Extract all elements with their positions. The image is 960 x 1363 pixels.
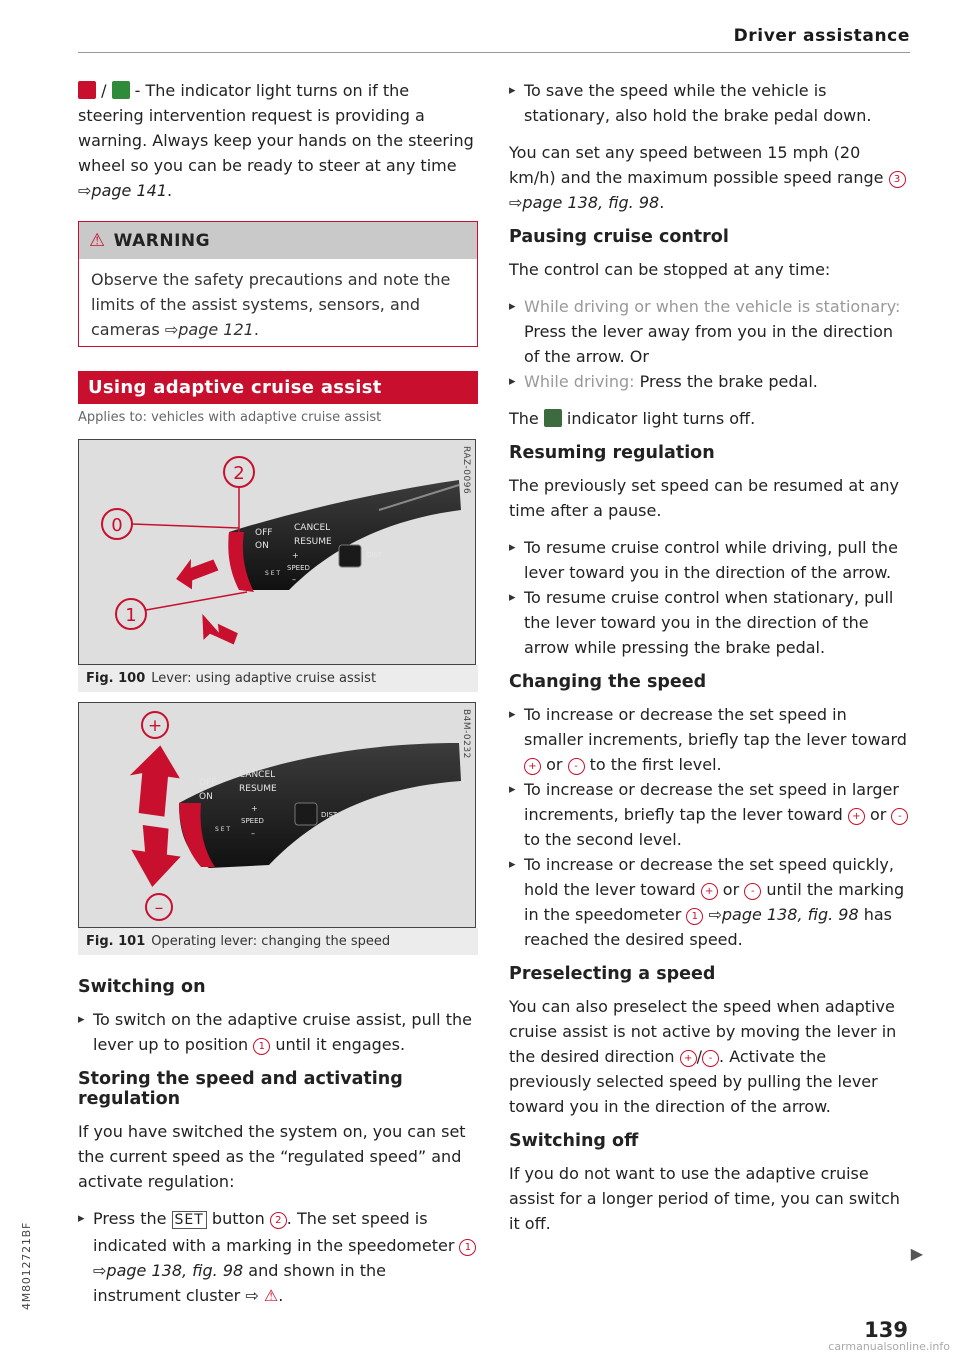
warning-triangle-icon: ⚠ bbox=[89, 230, 106, 251]
minus-symbol: - bbox=[891, 808, 908, 825]
switching-on-step: ▸ To switch on the adaptive cruise assist, pull the lever up to position 1 until it engages. bbox=[78, 1007, 478, 1057]
resuming-text: The previously set speed can be resumed at any time after a pause. bbox=[509, 476, 899, 520]
watermark: carmanualsonline.info bbox=[828, 1340, 950, 1353]
section-title: Using adaptive cruise assist bbox=[78, 371, 478, 404]
page-reference[interactable]: ⇨page 138, fig. 98 bbox=[93, 1261, 244, 1280]
lever-on-label: ON bbox=[199, 792, 213, 802]
pausing-heading: Pausing cruise control bbox=[509, 227, 729, 247]
warning-header: ⚠ WARNING bbox=[79, 222, 477, 259]
lever-dist-label: DIST bbox=[366, 551, 383, 559]
callout-1: 1 bbox=[125, 605, 137, 626]
right-column bbox=[509, 78, 909, 1248]
page-reference[interactable]: ⇨page 121 bbox=[164, 320, 254, 339]
lever-speed-illustration bbox=[79, 703, 475, 927]
steering-warning-red-icon bbox=[78, 81, 96, 99]
plus-symbol: + bbox=[524, 758, 541, 775]
storing-step: ▸ Press the SET button 2 . The set speed is indicated with a marking in the speedometer 1 ⇨page 138, fig. 98 and shown in the instrument cluster ⇨ ⚠. bbox=[78, 1206, 478, 1308]
plus-symbol: + bbox=[680, 1050, 697, 1067]
figure-100-caption: Fig. 100 Lever: using adaptive cruise assist bbox=[78, 665, 478, 692]
continue-arrow-icon: ▶ bbox=[910, 1244, 923, 1263]
resuming-heading: Resuming regulation bbox=[509, 443, 715, 463]
callout-plus: + bbox=[147, 716, 163, 736]
lever-illustration bbox=[79, 440, 475, 664]
minus-symbol: - bbox=[568, 758, 585, 775]
minus-symbol: - bbox=[744, 883, 761, 900]
callout-1: 1 bbox=[459, 1239, 476, 1256]
indicator-paragraph: / - The indicator light turns on if the steering intervention request is providing a warning. Always keep your hands on the steering wheel so you can be ready to steer at any time ⇨page 141. bbox=[78, 81, 474, 200]
lever-off-label: OFF bbox=[255, 528, 273, 538]
header-title: Driver assistance bbox=[733, 26, 910, 46]
lever-set-label: S E T bbox=[215, 826, 231, 833]
callout-3: 3 bbox=[889, 171, 906, 188]
figure-id: RAZ-0096 bbox=[461, 446, 471, 495]
resuming-step-1: ▸ To resume cruise control while driving, pull the lever toward you in the direction of the arrow. bbox=[509, 535, 909, 585]
pausing-step-2: ▸ While driving: Press the brake pedal. bbox=[509, 369, 909, 394]
changing-step-3: ▸ To increase or decrease the set speed quickly, hold the lever toward + or - until the marking in the speedometer 1 ⇨page 138, fig. 98 has reached the desired speed. bbox=[509, 852, 909, 952]
figure-101 bbox=[78, 702, 476, 928]
warning-box bbox=[78, 221, 478, 347]
set-key: SET bbox=[172, 1211, 207, 1229]
lever-plus-label: + bbox=[292, 551, 299, 560]
lever-plus-label: + bbox=[251, 804, 258, 813]
lever-on-label: ON bbox=[255, 541, 269, 551]
figure-id: B4M-0232 bbox=[461, 709, 471, 759]
save-speed-step: ▸ To save the speed while the vehicle is stationary, also hold the brake pedal down. bbox=[509, 78, 909, 128]
lever-dist-label: DIST bbox=[321, 811, 338, 819]
cruise-indicator-icon bbox=[544, 409, 562, 427]
lever-cancel-label: CANCEL bbox=[294, 523, 331, 533]
set-range-text: You can set any speed between 15 mph (20 km/h) and the maximum possible speed range 3 ⇨page 138, fig. 98. bbox=[509, 140, 909, 215]
changing-heading: Changing the speed bbox=[509, 672, 707, 692]
callout-minus: – bbox=[154, 898, 164, 918]
warning-triangle-icon: ⚠ bbox=[263, 1286, 279, 1305]
lever-resume-label: RESUME bbox=[294, 537, 332, 547]
changing-step-1: ▸ To increase or decrease the set speed in smaller increments, briefly tap the lever toward + or - to the first level. bbox=[509, 702, 909, 777]
changing-step-2: ▸ To increase or decrease the set speed in larger increments, briefly tap the lever toward + or - to the second level. bbox=[509, 777, 909, 852]
lever-cancel-label: CANCEL bbox=[239, 770, 276, 780]
switching-on-heading: Switching on bbox=[78, 977, 206, 997]
left-column bbox=[78, 78, 478, 1308]
lever-set-label: S E T bbox=[265, 570, 281, 577]
plus-symbol: + bbox=[701, 883, 718, 900]
warning-text: Observe the safety precautions and note the limits of the assist systems, sensors, and cameras ⇨page 121. bbox=[91, 270, 451, 339]
lever-minus-label: – bbox=[292, 575, 296, 584]
page-number: 139 bbox=[864, 1318, 908, 1342]
switching-off-text: If you do not want to use the adaptive cruise assist for a longer period of time, you can switch it off. bbox=[509, 1164, 900, 1233]
lever-minus-label: – bbox=[251, 829, 255, 838]
plus-symbol: + bbox=[848, 808, 865, 825]
document-code: 4M8012721BF bbox=[20, 1221, 33, 1310]
storing-text: If you have switched the system on, you can set the current speed as the “regulated speed” and activate regulation: bbox=[78, 1122, 466, 1191]
page-reference[interactable]: ⇨page 141 bbox=[78, 181, 167, 200]
lever-speed-label: SPEED bbox=[241, 817, 264, 825]
callout-1: 1 bbox=[253, 1038, 270, 1055]
callout-0: 0 bbox=[111, 515, 123, 536]
lever-resume-label: RESUME bbox=[239, 784, 277, 794]
pausing-text: The control can be stopped at any time: bbox=[509, 260, 831, 279]
preselecting-text: You can also preselect the speed when adaptive cruise assist is not active by moving the lever in the desired direction + / - . Activate the previously selected speed by pulling the lever toward you in the direction of the arrow. bbox=[509, 997, 897, 1116]
switching-off-heading: Switching off bbox=[509, 1131, 639, 1151]
resuming-step-2: ▸ To resume cruise control when stationary, pull the lever toward you in the direction of the arrow while pressing the brake pedal. bbox=[509, 585, 909, 660]
callout-2: 2 bbox=[233, 463, 245, 484]
pausing-step-1: ▸ While driving or when the vehicle is stationary: Press the lever away from you in the direction of the arrow. Or bbox=[509, 294, 909, 369]
storing-heading: Storing the speed and activating regulation bbox=[78, 1069, 403, 1109]
page-header bbox=[78, 0, 910, 53]
page-reference[interactable]: ⇨page 138, fig. 98 bbox=[509, 193, 660, 212]
applies-to-note: Applies to: vehicles with adaptive cruise assist bbox=[78, 410, 382, 425]
figure-100 bbox=[78, 439, 476, 665]
callout-1: 1 bbox=[686, 908, 703, 925]
minus-symbol: - bbox=[702, 1050, 719, 1067]
lever-off-label: OFF bbox=[199, 778, 217, 788]
preselecting-heading: Preselecting a speed bbox=[509, 964, 716, 984]
lever-speed-label: SPEED bbox=[287, 564, 310, 572]
steering-warning-green-icon bbox=[112, 81, 130, 99]
indicator-off-text: The indicator light turns off. bbox=[509, 409, 756, 428]
page-reference[interactable]: ⇨page 138, fig. 98 bbox=[708, 905, 859, 924]
callout-2: 2 bbox=[270, 1212, 287, 1229]
figure-101-caption: Fig. 101 Operating lever: changing the speed bbox=[78, 928, 478, 955]
